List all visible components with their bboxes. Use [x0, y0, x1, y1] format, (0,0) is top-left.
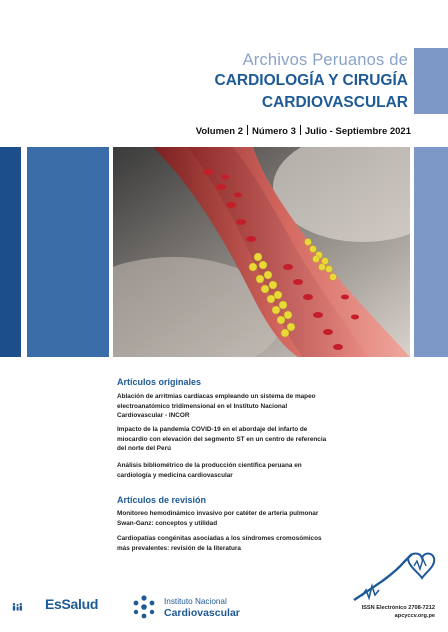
article-line: Ablación de arritmias cardíacas empleando un sistema de mapeo [117, 393, 316, 400]
article-line: Impacto de la pandemia COVID-19 en el abordaje del infarto de [117, 426, 308, 433]
issue-number: Número 3 [252, 126, 296, 137]
decorative-bar-right [414, 147, 448, 357]
article-line: Monitoreo hemodinámico invasivo por catéter de arteria pulmonar [117, 510, 319, 517]
journal-title-line1: Archivos Peruanos de [242, 51, 408, 69]
article-line: miocardio con elevación del segmento ST en un centro de referencia [117, 435, 327, 443]
cover-artery-illustration [113, 147, 410, 357]
article-line: Cardiovascular - INCOR [117, 412, 190, 420]
issue-info [196, 125, 411, 137]
article-line: cardiología y medicina cardiovascular [117, 471, 233, 479]
issue-separator [300, 125, 301, 135]
article-line: más prevalentes: revisión de la literatura [117, 544, 241, 552]
decorative-bar-mid-left [27, 147, 109, 357]
decorative-bar-top-right [414, 48, 448, 114]
section-title-original-articles: Artículos originales [117, 377, 202, 387]
essalud-logo-text: EsSalud [45, 596, 99, 612]
article-item [117, 425, 372, 454]
article-item [117, 392, 372, 421]
article-item [117, 461, 372, 480]
article-line: electroanatómico tridimensional en el Instituto Nacional [117, 402, 288, 410]
journal-title-line3: CARDIOVASCULAR [261, 94, 408, 111]
issn: ISSN Electrónico 2708-7212 [361, 605, 435, 611]
website: apcyccv.org.pe [394, 613, 435, 619]
inc-logo-line2: Cardiovascular [164, 607, 240, 619]
article-item [117, 534, 372, 553]
issue-volume: Volumen 2 [195, 126, 244, 137]
article-line: Cardiopatías congénitas asociadas a los síndromes cromosómicos [117, 535, 322, 542]
article-line: del norte del Perú [117, 445, 171, 453]
article-item [117, 509, 372, 528]
heart-ecg-logo-icon [352, 548, 436, 602]
issue-separator [247, 125, 248, 135]
issue-period: Julio - Septiembre 2021 [304, 126, 411, 137]
decorative-bar-left [0, 147, 21, 357]
article-line: Análisis bibliométrico de la producción científica peruana en [117, 462, 302, 469]
inc-logo-icon [129, 594, 159, 620]
essalud-logo-icon [12, 596, 44, 618]
journal-title-line2: CARDIOLOGÍA Y CIRUGÍA [214, 72, 408, 89]
inc-logo-line1: Instituto Nacional [164, 597, 227, 606]
article-line: Swan-Ganz: conceptos y utilidad [117, 519, 218, 527]
section-title-review-articles: Artículos de revisión [117, 495, 207, 505]
